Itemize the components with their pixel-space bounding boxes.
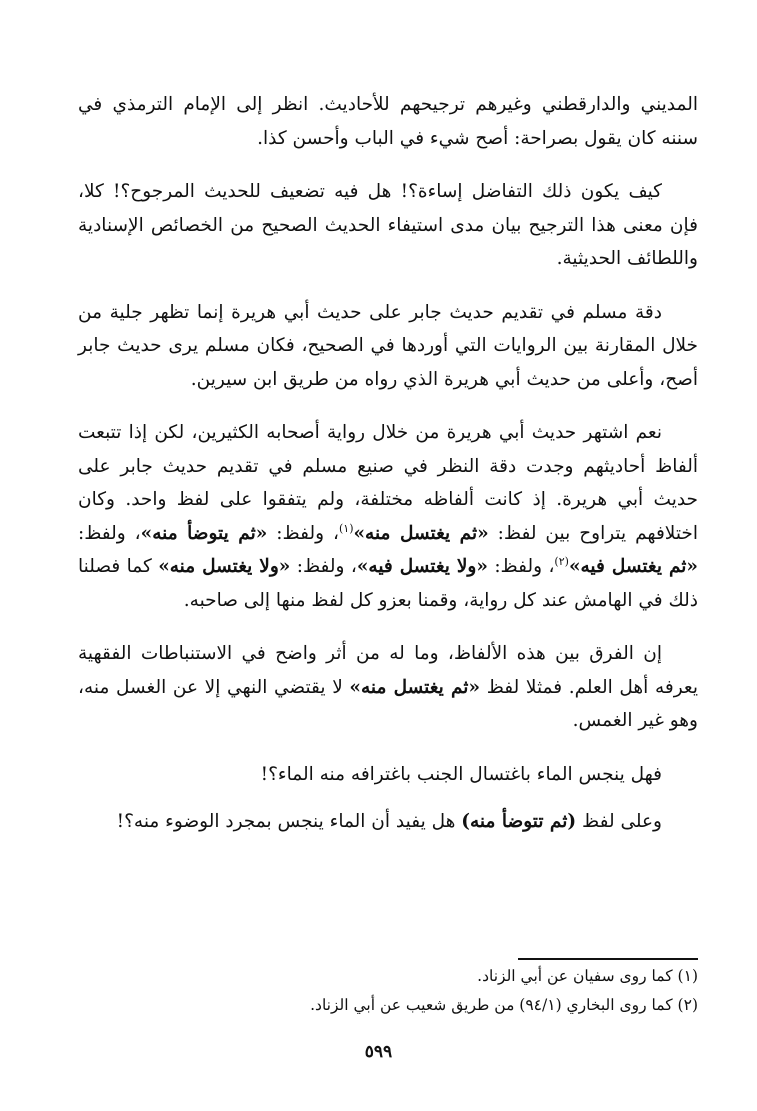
footnote-ref-2[interactable]: (٢) <box>554 554 569 568</box>
quoted-wording-5: «ولا يغتسل منه» <box>158 556 291 577</box>
paragraph-4-text-2: ، ولفظ: <box>267 522 339 544</box>
page-body <box>78 88 698 859</box>
footnote-1-number: (١) <box>677 967 698 985</box>
footnote-1 <box>78 962 698 991</box>
footnote-1-text: كما روى سفيان عن أبي الزناد. <box>477 967 673 985</box>
paragraph-1: المديني والدارقطني وغيرهم ترجيحهم للأحاديث. انظر إلى الإمام الترمذي في سننه كان يقول بصراحة: أصح شيء في الباب وأحسن كذا. <box>78 94 698 149</box>
paragraph-7-text-1: وعلى لفظ <box>576 811 662 832</box>
paragraph-6: فهل ينجس الماء باغتسال الجنب باغترافه منه الماء؟! <box>260 763 662 785</box>
paragraph-5 <box>78 637 698 738</box>
quoted-wording-3: «ثم يغتسل فيه» <box>568 556 698 577</box>
paragraph-5-text-1: إن الفرق بين هذه الألفاظ، وما له من أثر واضح في الاستنباطات الفقهية يعرفه أهل العلم. فمثلا لفظ <box>78 643 698 698</box>
quoted-wording-2: «ثم يتوضأ منه» <box>140 522 268 544</box>
paragraph-3: دقة مسلم في تقديم حديث جابر على حديث أبي هريرة إنما تظهر جلية من خلال المقارنة بين الروايات التي أوردها في الصحيح، فكان مسلم يرى حديث جابر أصح، وأعلى من حديث أبي هريرة الذي رواه من طريق ابن سيرين. <box>78 301 698 390</box>
paragraph-4-text-6: كما فصلنا ذلك في الهامش عند كل رواية، وقمنا بعزو كل لفظ منها إلى صاحبه. <box>78 556 698 611</box>
footnote-2 <box>78 991 698 1020</box>
footnote-2-number: (٢) <box>677 996 698 1014</box>
paragraph-4-text-1: نعم اشتهر حديث أبي هريرة من خلال رواية أصحابه الكثيرين، لكن إذا تتبعت ألفاظ أحاديثهم وجدت دقة النظر في صنيع مسلم في تقديم حديث جابر على حديث أبي هريرة. إذ كانت ألفاظه مختلفة، ولم يتفقوا على لفظ واحد. وكان اختلافهم يتراوح بين لفظ: <box>78 422 698 544</box>
paragraph-2: كيف يكون ذلك التفاضل إساءة؟! هل فيه تضعيف للحديث المرجوح؟! كلا، فإن معنى هذا الترجيح بيان مدى استيفاء الحديث الصحيح من الخصائص الإسنادية واللطائف الحديثية. <box>78 181 698 269</box>
footnote-2-text: كما روى البخاري (٩٤/١) من طريق شعيب عن أبي الزناد. <box>310 996 673 1014</box>
quoted-wording-4: «ولا يغتسل فيه» <box>356 556 488 577</box>
quoted-wording-1: «ثم يغتسل منه» <box>353 522 489 544</box>
paragraph-4 <box>78 416 698 617</box>
paragraph-5-text-2: لا يقتضي النهي إلا عن الغسل منه، وهو غير الغمس. <box>78 676 698 731</box>
paragraph-4-text-4: ، ولفظ: <box>487 556 555 577</box>
footnote-ref-1[interactable]: (١) <box>338 521 354 535</box>
quoted-wording-6: «ثم يغتسل منه» <box>349 676 481 698</box>
footnotes <box>78 958 698 1020</box>
paragraph-7 <box>78 805 698 839</box>
paragraph-4-text-3: ، ولفظ: <box>78 522 141 544</box>
paragraph-4-text-5: ، ولفظ: <box>290 556 357 577</box>
paragraph-7-text-2: هل يفيد أن الماء ينجس بمجرد الوضوء منه؟! <box>116 811 462 832</box>
page-number: ٥٩٩ <box>364 1042 393 1062</box>
quoted-wording-7: (ثم تتوضأ منه) <box>461 811 577 832</box>
